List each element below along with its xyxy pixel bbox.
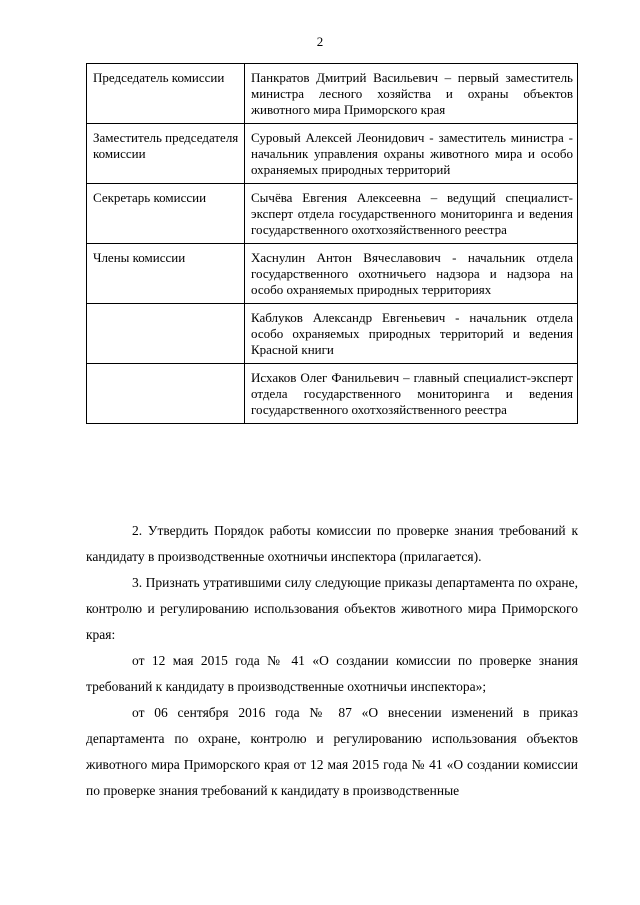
person-cell: Суровый Алексей Леонидович - заместитель министра - начальник управления охраны животного мира и особо охраняемых природных территорий (245, 124, 578, 184)
table-row (87, 304, 578, 364)
person-cell: Сычёва Евгения Алексеевна – ведущий специалист-эксперт отдела государственного мониторинга и ведения государственного охотхозяйственного реестра (245, 184, 578, 244)
role-cell (87, 364, 245, 424)
person-cell: Исхаков Олег Фанильевич – главный специалист-эксперт отдела государственного мониторинга и ведения государственного охотхозяйственного реестра (245, 364, 578, 424)
paragraph: 2. Утвердить Порядок работы комиссии по проверке знания требований к кандидату в производственные охотничьи инспектора (прилагается). (86, 523, 578, 564)
table-row (87, 364, 578, 424)
table-row (87, 64, 578, 124)
role-cell: Члены комиссии (87, 244, 245, 304)
table-row (87, 184, 578, 244)
role-cell: Секретарь комиссии (87, 184, 245, 244)
role-cell: Председатель комиссии (87, 64, 245, 124)
person-cell: Панкратов Дмитрий Васильевич – первый заместитель министра лесного хозяйства и охраны объектов животного мира Приморского края (245, 64, 578, 124)
paragraph: от 06 сентября 2016 года № 87 «О внесении изменений в приказ департамента по охране, контролю и регулированию использования объектов животного мира Приморского края от 12 мая 2015 года № 41 «О создании комиссии по проверке знания требований к кандидату в производственные (86, 705, 578, 798)
commission-roster-table (86, 63, 578, 424)
person-cell: Хаснулин Антон Вячеславович - начальник отдела государственного охотничьего надзора и надзора на особо охраняемых природных территориях (245, 244, 578, 304)
order-body-text (86, 518, 578, 804)
role-cell: Заместитель председателя комиссии (87, 124, 245, 184)
paragraph: 3. Признать утратившими силу следующие приказы департамента по охране, контролю и регулированию использования объектов животного мира Приморского края: (86, 575, 578, 642)
role-cell (87, 304, 245, 364)
person-cell: Каблуков Александр Евгеньевич - начальник отдела особо охраняемых природных территорий и ведения Красной книги (245, 304, 578, 364)
page-number: 2 (316, 34, 324, 49)
table-row (87, 244, 578, 304)
paragraph: от 12 мая 2015 года № 41 «О создании комиссии по проверке знания требований к кандидату в производственные охотничьи инспектора»; (86, 653, 578, 694)
table-row (87, 124, 578, 184)
